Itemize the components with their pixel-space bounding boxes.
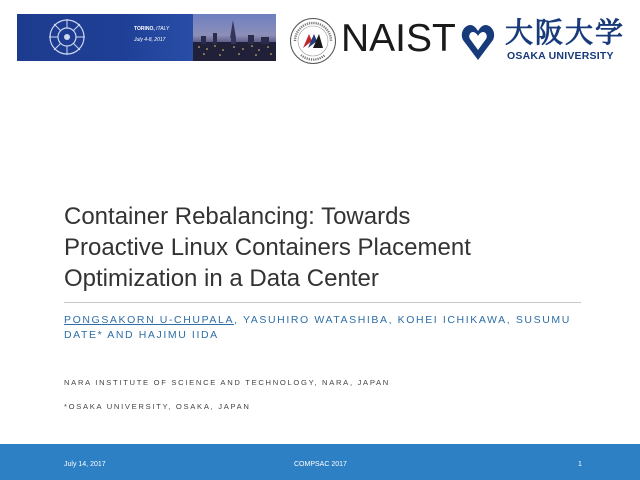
- author-list: [64, 313, 584, 343]
- osaka-university-icon: [457, 20, 499, 62]
- footer-date: July 14, 2017: [64, 461, 106, 468]
- banner-dates: July 4-8, 2017: [134, 37, 166, 43]
- affiliation-naist: NARA INSTITUTE OF SCIENCE AND TECHNOLOGY, NARA, JAPAN: [64, 378, 390, 387]
- slide-title-line: Container Rebalancing: Towards: [64, 203, 411, 230]
- osaka-university-name-en: OSAKA UNIVERSITY: [507, 50, 614, 62]
- conference-seal-icon: [47, 17, 87, 57]
- slide-title: [64, 201, 584, 294]
- conference-banner-logo: [17, 14, 276, 61]
- naist-wordmark: NAIST: [341, 17, 456, 60]
- banner-country: ITALY: [156, 26, 170, 32]
- footer-conference: COMPSAC 2017: [294, 461, 347, 468]
- other-authors: , YASUHIRO WATASHIBA, KOHEI ICHIKAWA, SUSUMU DATE* AND HAJIMU IIDA: [64, 314, 571, 341]
- osaka-university-name-jp: 大阪大学: [505, 16, 626, 49]
- slide-title-line: Optimization in a Data Center: [64, 265, 379, 292]
- naist-seal-icon: [289, 17, 337, 65]
- slide-title-line: Proactive Linux Containers Placement: [64, 234, 471, 261]
- banner-city: TORINO,: [134, 26, 155, 32]
- first-author-link[interactable]: PONGSAKORN U-CHUPALA: [64, 314, 235, 326]
- footer-page-number: 1: [578, 461, 582, 468]
- affiliation-osaka: *OSAKA UNIVERSITY, OSAKA, JAPAN: [64, 402, 251, 411]
- city-skyline-image: [193, 14, 276, 61]
- slide-footer: [0, 444, 640, 480]
- title-divider: [64, 302, 581, 303]
